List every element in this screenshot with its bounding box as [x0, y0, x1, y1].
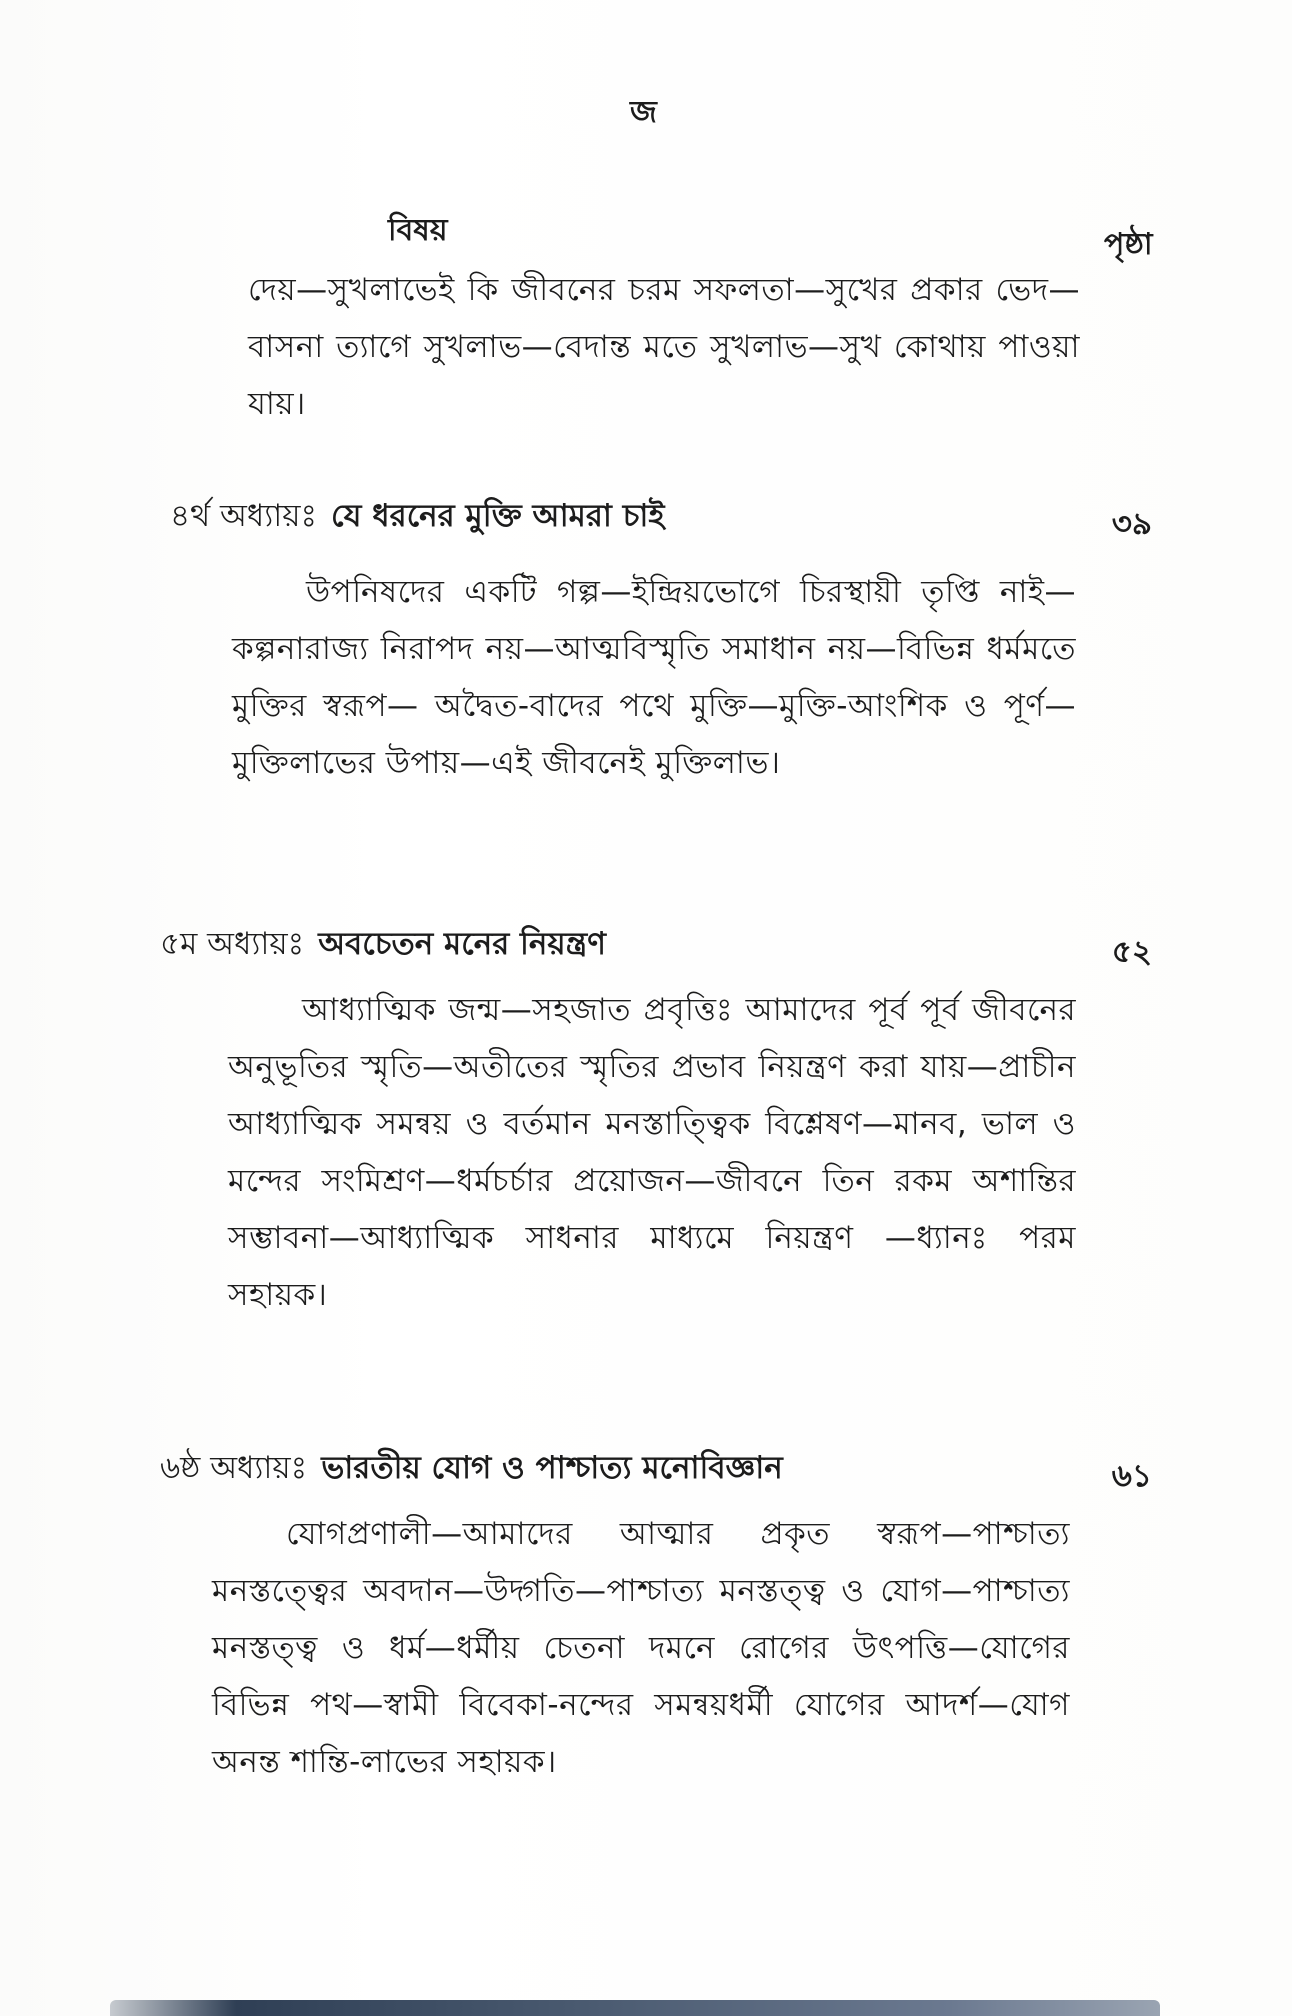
page-edge-shadow [110, 2000, 1160, 2016]
chapter-label: ৬ষ্ঠ অধ্যায়ঃ [160, 1450, 308, 1486]
chapter-summary-6: যোগপ্রণালী—আমাদের আত্মার প্রকৃত স্বরূপ—পাশ্চাত্য মনস্তত্ত্বের অবদান—উদ্গতি—পাশ্চাত্য মনস্তত্ত্ব ও যোগ—পাশ্চাত্য মনস্তত্ত্ব ও ধর্ম—ধর্মীয় চেতনা দমনে রোগের উৎপত্তি—যোগের বিভিন্ন পথ—স্বামী বিবেকা-নন্দের সমন্বয়ধর্মী যোগের আদর্শ—যোগ অনন্ত শান্তি-লাভের সহায়ক। [212, 1516, 1070, 1780]
chapter-label: ৫ম অধ্যায়ঃ [160, 926, 305, 962]
chapter-page-number: ৫২ [1111, 934, 1152, 970]
chapter-page-number: ৩৯ [1111, 506, 1152, 542]
chapter-heading-6 [160, 1444, 783, 1496]
chapter-title: অবচেতন মনের নিয়ন্ত্রণ [318, 926, 606, 962]
page-letter: জ [630, 95, 657, 130]
column-heading-page: পৃষ্ঠা [1104, 227, 1153, 262]
chapter-title: ভারতীয় যোগ ও পাশ্চাত্য মনোবিজ্ঞান [321, 1450, 783, 1486]
chapter-page-number: ৬১ [1111, 1458, 1152, 1494]
chapter-summary-5: আধ্যাত্মিক জন্ম—সহজাত প্রবৃত্তিঃ আমাদের পূর্ব পূর্ব জীবনের অনুভূতির স্মৃতি—অতীতের স্মৃতির প্রভাব নিয়ন্ত্রণ করা যায়—প্রাচীন আধ্যাত্মিক সমন্বয় ও বর্তমান মনস্তাত্ত্বিক বিশ্লেষণ—মানব, ভাল ও মন্দের সংমিশ্রণ—ধর্মচর্চার প্রয়োজন—জীবনে তিন রকম অশান্তির সম্ভাবনা—আধ্যাত্মিক সাধনার মাধ্যমে নিয়ন্ত্রণ —ধ্যানঃ পরম সহায়ক। [228, 992, 1076, 1313]
chapter-heading-5 [160, 920, 606, 972]
chapter-label: ৪র্থ অধ্যায়ঃ [170, 498, 318, 534]
chapter-heading-4 [170, 492, 665, 544]
chapter-title: যে ধরনের মুক্তি আমরা চাই [331, 498, 665, 534]
chapter-summary-4: উপনিষদের একটি গল্প—ইন্দ্রিয়ভোগে চিরস্থায়ী তৃপ্তি নাই—কল্পনারাজ্য নিরাপদ নয়—আত্মবিস্মৃতি সমাধান নয়—বিভিন্ন ধর্মমতে মুক্তির স্বরূপ— অদ্বৈত-বাদের পথে মুক্তি—মুক্তি-আংশিক ও পূর্ণ—মুক্তিলাভের উপায়—এই জীবনেই মুক্তিলাভ। [232, 574, 1076, 781]
column-heading-subject: বিষয় [388, 213, 448, 248]
intro-paragraph: দেয়—সুখলাভেই কি জীবনের চরম সফলতা—সুখের প্রকার ভেদ—বাসনা ত্যাগে সুখলাভ—বেদান্ত মতে সুখলাভ—সুখ কোথায় পাওয়া যায়। [248, 272, 1080, 422]
